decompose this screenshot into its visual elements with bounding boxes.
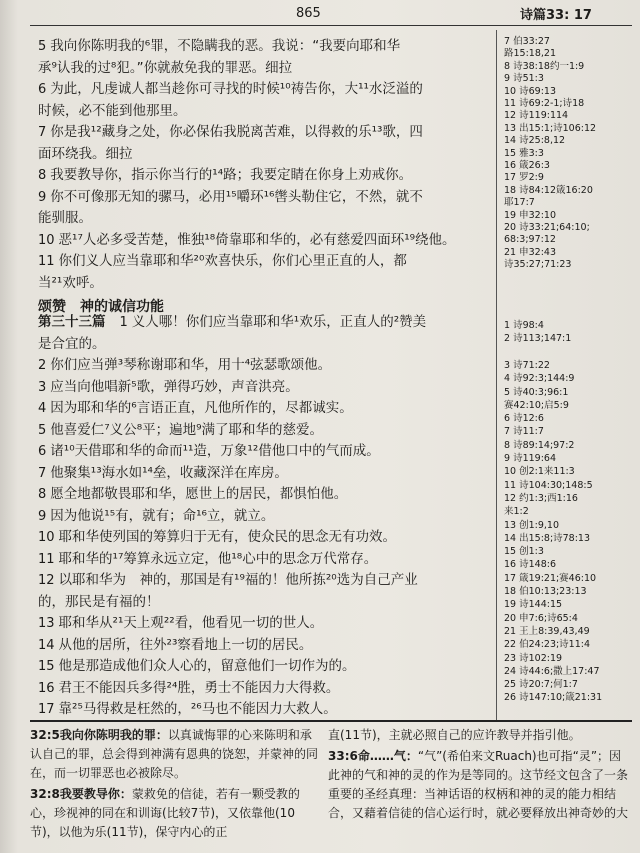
verse-number: 9	[38, 189, 47, 205]
ps33-verse-7	[38, 463, 288, 484]
verse-text: 你是我¹²藏身之处，你必保佑我脱离苦难，以得救的乐¹³歌，四	[50, 124, 423, 140]
verse-number: 5	[38, 422, 47, 438]
crossref-entry: 22 伯24:23;诗11:4	[504, 639, 591, 651]
verse-number: 6	[38, 444, 47, 459]
crossref-entry: 12 诗119:114	[504, 110, 569, 122]
verse-text: 他是那造成他们众人心的，留意他们一切作为的。	[58, 658, 356, 674]
ps32-verse-10	[38, 230, 456, 251]
page-number: 865	[296, 6, 321, 21]
note-text: 以真诚悔罪的心来陈明和承认自己的罪，总会得到神满有恩典的饶恕，并蒙神的同在，而一切罪恶也必被除尽。	[30, 728, 319, 780]
verse-number: 10	[38, 530, 55, 545]
study-note	[30, 726, 322, 783]
crossref-divider	[496, 30, 497, 720]
crossref-entry: 6 诗12:6	[504, 413, 544, 425]
crossref-entry: 15 雅3:3	[504, 147, 544, 159]
verse-number: 1	[119, 315, 128, 330]
crossref-entry: 13 出15:1;诗106:12	[504, 122, 597, 134]
crossref-entry: 16 诗148:6	[504, 559, 556, 571]
verse-text: 你不可像那无知的骡马，必用¹⁵嚼环¹⁶辔头勒住它，不然，就不	[50, 188, 423, 205]
notes-right-column	[328, 726, 628, 825]
verse-text: 他喜爱仁⁷义公⁸平；遍地⁹满了耶和华的慈爱。	[50, 421, 324, 438]
verse-text: 我要教导你，指示你当行的¹⁴路；我要定睛在你身上劝戒你。	[50, 167, 413, 183]
crossref-entry: 诗35:27;71:23	[504, 259, 572, 271]
ps33-verse-16	[38, 678, 339, 699]
crossref-entry: 21 申32:43	[504, 246, 556, 258]
verse-number: 3	[38, 379, 47, 395]
crossref-entry: 18 诗84:12箴16:20	[504, 184, 593, 196]
ps33-verse-6	[38, 441, 380, 462]
ps33-verse-3	[38, 377, 299, 398]
ps33-verse-14	[38, 635, 312, 656]
verse-number: 5	[38, 39, 47, 54]
verse-text: 我向你陈明我的⁶罪，不隐瞒我的恶。我说：“我要向耶和华	[50, 38, 401, 54]
crossref-entry: 11 诗104:30;148:5	[504, 479, 593, 491]
crossref-entry: 9 诗119:64	[504, 453, 556, 464]
verse-number: 16	[38, 680, 55, 696]
ps33-verse-15	[38, 656, 356, 677]
verse-text: 耶和华使列国的筹算归于无有，使众民的思念无有功效。	[58, 529, 397, 545]
crossref-entry: 7 诗11:7	[504, 426, 544, 438]
crossref-entry: 10 诗69:13	[504, 85, 556, 97]
header-rule	[30, 25, 632, 26]
psalm-number-label: 第三十三篇	[38, 314, 106, 330]
crossref-entry: 20 申7:6;诗65:4	[504, 612, 578, 624]
verse-number: 12	[38, 573, 55, 588]
crossref-entry: 16 箴26:3	[504, 160, 550, 171]
verse-text: 从他的居所，往外²³察看地上一切的居民。	[58, 636, 313, 653]
crossref-entry: 68:3;97:12	[504, 234, 556, 246]
crossref-entry: 路15:18,21	[504, 48, 556, 60]
verse-number: 10	[38, 232, 55, 248]
ps33-verse-9	[38, 506, 274, 527]
crossref-entry: 8 诗89:14;97:2	[504, 439, 575, 451]
verse-text: 耶和华从²¹天上观²²看，他看见一切的世人。	[58, 615, 324, 631]
section-title: 颂赞 神的诚信功能	[38, 299, 164, 315]
verse-text: 因为他说¹⁵有，就有；命¹⁶立，就立。	[50, 507, 275, 524]
ps32-verse-6-cont: 时候，必不能到他那里。	[38, 102, 187, 119]
verse-number: 2	[38, 358, 47, 373]
crossref-entry: 17 罗2:9	[504, 172, 544, 184]
ps33-verse-12-cont: 的，那民是有福的！	[38, 593, 160, 610]
notes-left-column	[30, 726, 322, 844]
ps33-verse-4	[38, 398, 353, 419]
verse-number: 7	[38, 465, 47, 481]
note-reference: 33:6命……气：	[328, 749, 418, 763]
ps32-verse-5-cont: 承⁹认我的过⁸犯。”你就赦免我的罪恶。细拉	[38, 59, 293, 76]
verse-text: 你们应当弹³琴称谢耶和华，用十⁴弦瑟歌颂他。	[50, 357, 332, 373]
crossref-entry: 24 诗44:6;撒上17:47	[504, 665, 600, 677]
verse-text: 诸¹⁰天借耶和华的命而¹¹造，万象¹²借他口中的气而成。	[50, 443, 380, 459]
verse-text: 以耶和华为 神的，那国是有¹⁹福的！他所拣²⁰选为自己产业	[58, 572, 418, 588]
verse-number: 6	[38, 82, 47, 97]
verse-text: 你们义人应当靠耶和华²⁰欢喜快乐，你们心里正直的人，都	[58, 253, 407, 269]
verse-text: 他聚集¹³海水如¹⁴垒，收藏深洋在库房。	[50, 464, 288, 481]
crossref-entry: 15 创1:3	[504, 546, 544, 558]
crossref-entry: 9 诗51:3	[504, 73, 544, 85]
ps32-verse-9-cont: 能驯服。	[38, 210, 92, 226]
crossref-entry: 14 出15:8;诗78:13	[504, 532, 591, 544]
ps32-verse-9	[38, 187, 423, 208]
crossref-entry: 19 诗144:15	[504, 599, 563, 611]
verse-number: 15	[38, 659, 55, 674]
study-note	[30, 785, 322, 842]
verse-number: 17	[38, 702, 55, 717]
crossref-entry: 1 诗98:4	[504, 320, 544, 331]
verse-number: 8	[38, 487, 47, 502]
note-reference: 32:5我向你陈明我的罪：	[30, 728, 168, 742]
ps32-verse-11-cont: 当²¹欢呼。	[38, 274, 103, 291]
note-text: 直(11节)，主就必照自己的应许教导并指引他。	[328, 728, 581, 742]
verse-number: 4	[38, 401, 47, 416]
ps32-verse-7	[38, 122, 423, 143]
verse-number: 7	[38, 125, 47, 140]
note-text: “气”(希伯来文Ruach)也可指“灵”；因此神的气和神的灵的作为是等同的。这节经文包含了一条重要的圣经真理：当神话语的权柄和神的灵的能力相结合，又藉着信徒的信心运行时，就必要释放出神奇妙的大	[328, 749, 629, 820]
ps32-verse-6	[38, 79, 423, 100]
verse-number: 9	[38, 508, 47, 524]
crossref-entry: 5 诗40:3;96:1	[504, 386, 569, 398]
crossref-entry: 10 创2:1来11:3	[504, 466, 575, 478]
verse-text: 君王不能因兵多得²⁴胜，勇士不能因力大得救。	[58, 679, 340, 696]
crossref-entry: 19 申32:10	[504, 209, 556, 221]
ps33-verse-11	[38, 549, 377, 570]
verse-number: 11	[38, 254, 55, 269]
crossref-entry: 20 诗33:21;64:10;	[504, 222, 590, 233]
crossref-entry: 来1:2	[504, 506, 529, 518]
ps33-verse-1-cont: 是合宜的。	[38, 335, 106, 352]
verse-text: 恶¹⁷人必多受苦楚，惟独¹⁸倚靠耶和华的，必有慈爱四面环¹⁹绕他。	[58, 231, 456, 248]
crossref-entry: 23 诗102:19	[504, 652, 563, 664]
running-head: 诗篇33: 17	[520, 8, 592, 23]
verse-number: 11	[38, 551, 55, 567]
ps33-verse-8	[38, 484, 347, 505]
verse-number: 13	[38, 616, 55, 631]
ps33-verse-13	[38, 613, 323, 634]
crossref-entry: 14 诗25:8,12	[504, 135, 566, 147]
crossref-entry: 26 诗147:10;箴21:31	[504, 692, 603, 704]
crossref-entry: 3 诗71:22	[504, 359, 550, 371]
ps33-verse-2	[38, 355, 331, 376]
ps33-verse-17	[38, 699, 337, 720]
ps32-verse-11	[38, 251, 407, 272]
crossref-entry: 7 伯33:27	[504, 36, 550, 47]
note-text: 蒙救免的信徒，若有一颗受教的心，珍视神的同在和训诲(比较7节)，又依靠他(10节)，以他为乐(11节)，保守内心的正	[30, 787, 300, 839]
ps33-verse-12	[38, 570, 418, 591]
crossref-entry: 25 诗20:7;何1:7	[504, 679, 578, 691]
verse-text: 耶和华的¹⁷筹算永远立定，他¹⁸心中的思念万代常存。	[58, 550, 378, 567]
crossref-entry: 11 诗69:2-1;诗18	[504, 98, 585, 109]
crossref-entry: 耶17:7	[504, 197, 535, 209]
notes-divider	[30, 720, 632, 722]
verse-text: 因为耶和华的⁶言语正直，凡他所作的，尽都诚实。	[50, 400, 353, 416]
ps33-verse-5	[38, 420, 323, 441]
crossref-entry: 4 诗92:3;144:9	[504, 373, 575, 385]
study-note	[328, 726, 628, 745]
ps32-verse-5	[38, 36, 400, 57]
ps32-verse-7-cont: 面环绕我。细拉	[38, 145, 133, 162]
crossref-entry: 17 箴19:21;赛46:10	[504, 572, 597, 584]
crossref-entry: 赛42:10;启5:9	[504, 399, 569, 411]
crossref-entry: 8 诗38:18约一1:9	[504, 60, 585, 72]
verse-number: 8	[38, 168, 47, 183]
ps33-verse-10	[38, 527, 396, 548]
verse-text: 应当向他唱新⁵歌，弹得巧妙，声音洪亮。	[50, 378, 299, 395]
crossref-entry: 12 约1:3;西1:16	[504, 492, 578, 504]
page-header	[0, 0, 640, 28]
note-reference: 32:8我要教导你：	[30, 787, 132, 801]
crossref-entry: 21 王上8:39,43,49	[504, 625, 590, 637]
ps32-verse-8	[38, 165, 412, 186]
verse-text: 为此，凡虔诚人都当趁你可寻找的时候¹⁰祷告你，大¹¹水泛溢的	[50, 81, 423, 97]
verse-text: 义人哪！你们应当靠耶和华¹欢乐，正直人的²赞美	[131, 314, 427, 330]
study-note	[328, 747, 628, 823]
crossref-entry: 18 伯10:13;23:13	[504, 586, 587, 597]
crossref-entry: 2 诗113;147:1	[504, 333, 572, 345]
verse-text: 愿全地都敬畏耶和华，愿世上的居民，都惧怕他。	[50, 486, 348, 502]
crossref-entry: 13 创1:9,10	[504, 519, 560, 531]
verse-number: 14	[38, 637, 55, 653]
verse-text: 靠²⁵马得救是枉然的，²⁶马也不能因力大救人。	[58, 701, 337, 717]
